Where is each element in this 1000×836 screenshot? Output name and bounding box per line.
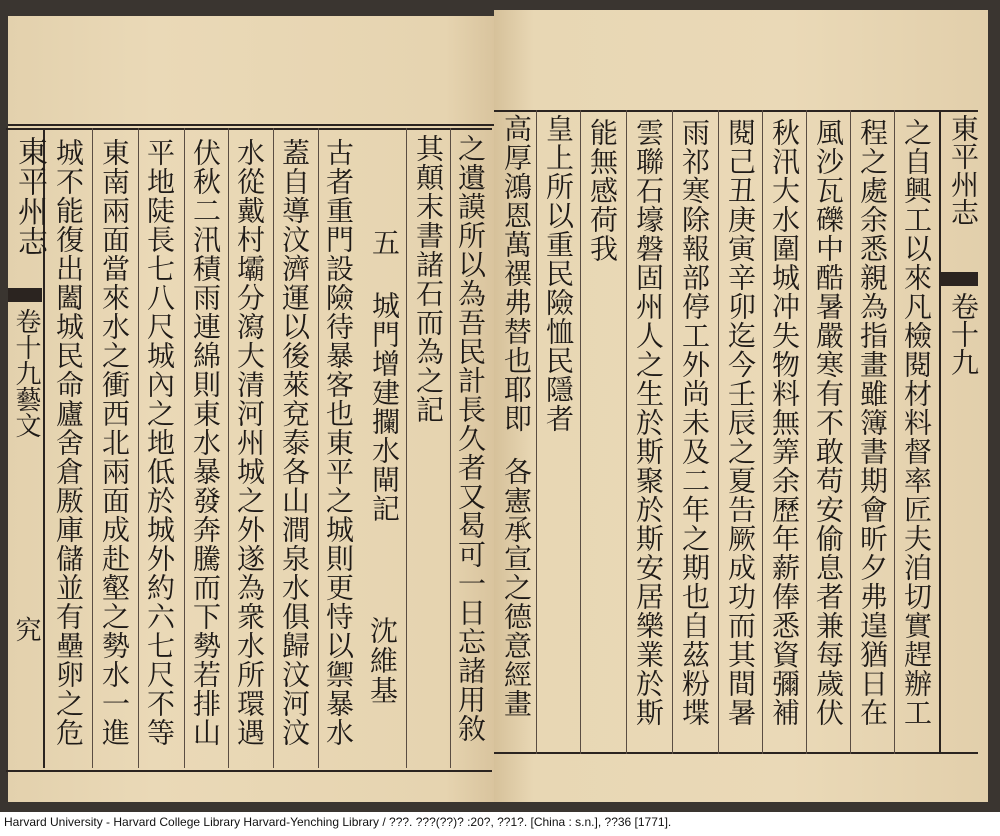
right-page <box>494 10 988 802</box>
text-column-lower: 各憲承宣之德意經畫 <box>500 457 533 718</box>
margin-book-title: 東平州志 <box>12 136 47 256</box>
text-column: 古者重門設險待暴客也東平之城則更恃以禦暴水 <box>322 138 355 747</box>
column-rule <box>718 110 719 754</box>
column-rule <box>672 110 673 754</box>
author-name: 沈維基 <box>366 616 399 706</box>
text-column: 雨祁寒除報部停工外尚未及二年之期也自茲粉堞 <box>678 118 711 727</box>
margin-rule <box>939 110 941 754</box>
column-rule <box>850 110 851 754</box>
column-rule <box>626 110 627 754</box>
text-column: 能無感荷我 <box>586 118 619 263</box>
text-column: 水從戴村壩分瀉大清河州城之外遂為衆水所環遇 <box>233 138 266 747</box>
left-page <box>8 16 494 802</box>
source-caption: Harvard University - Harvard College Library Harvard-Yenching Library / ???. ???(??)? :20?, ??1?. [China : s.n.], ??36 [1771]. <box>4 815 672 829</box>
text-column: 東南兩面當來水之衝西北兩面成赴壑之勢水一進 <box>98 138 131 747</box>
column-rule <box>406 128 407 768</box>
fish-tail-mark <box>8 288 42 302</box>
text-column: 高厚鴻恩萬禩弗替也耶即 <box>500 114 533 433</box>
text-column: 平地陡長七八尺城內之地低於城外約六七尺不等 <box>143 138 176 747</box>
text-column: 蓋自導汶濟運以後萊兗泰各山澗泉水俱歸汶河汶 <box>278 138 311 747</box>
text-column: 秋汛大水圍城冲失物料無筭余歷年薪俸悉資彌補 <box>768 118 801 727</box>
text-column: 伏秋二汛積雨連綿則東水暴發奔騰而下勢若排山 <box>189 138 222 747</box>
text-column: 程之處余悉親為指畫雖簿書期會昕夕弗遑猶日在 <box>856 118 889 727</box>
margin-volume: 卷十九藝文 <box>11 308 41 438</box>
margin-volume: 卷十九 <box>947 292 980 376</box>
text-column: 風沙瓦礫中酷暑嚴寒有不敢苟安偷息者兼每歲伏 <box>812 118 845 727</box>
column-rule <box>762 110 763 754</box>
right-bottom-border <box>494 752 978 754</box>
elevated-honorific-column: 皇上所以重民險恤民隱者 <box>542 114 575 433</box>
column-rule <box>806 110 807 754</box>
column-rule <box>580 110 581 754</box>
text-column: 之自興工以來凡檢閱材料督率匠夫洎切實趕辦工 <box>900 118 933 727</box>
text-column: 閱己丑庚寅辛卯迄今壬辰之夏告厥成功而其間暑 <box>724 118 757 727</box>
text-column: 其顛末書諸石而為之記 <box>412 134 445 424</box>
text-column: 城不能復出闔城民命廬舍倉厫庫儲並有壘卵之危 <box>52 138 85 747</box>
column-rule <box>536 110 537 754</box>
essay-heading: 五 城門增建攔水閘記 <box>368 228 401 523</box>
margin-leaf-number: 究 <box>11 616 41 642</box>
right-top-border <box>494 110 978 112</box>
text-column: 雲聯石壕磐固州人之生於斯聚於斯安居樂業於斯 <box>632 118 665 727</box>
column-rule <box>92 128 93 768</box>
column-rule <box>894 110 895 754</box>
margin-book-title: 東平州志 <box>947 114 980 226</box>
fish-tail-mark <box>941 272 978 286</box>
text-column: 之遺謨所以為吾民計長久者又曷可一日忘諸用敘 <box>454 134 487 743</box>
left-top-border <box>8 124 494 126</box>
